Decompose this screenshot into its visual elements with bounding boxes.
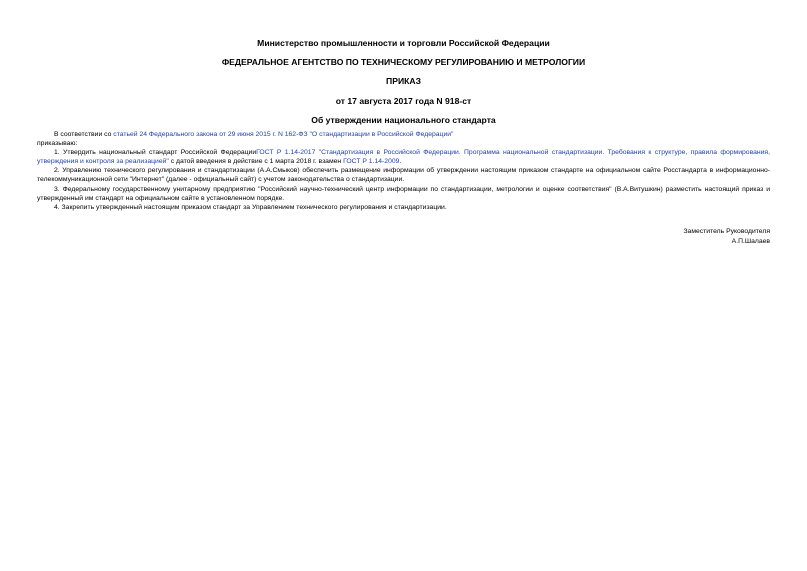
- document-page: [37, 0, 770, 571]
- federal-law-link[interactable]: статьей 24 Федерального закона от 29 июня 2015 г. N 162-ФЗ "О стандартизации в Российской Федерации": [113, 131, 454, 138]
- signature-block: [683, 227, 770, 247]
- ministry-title: Министерство промышленности и торговли Российской Федерации: [257, 38, 550, 48]
- item-1-paragraph: [37, 148, 770, 166]
- item-2-paragraph: 2. Управлению технического регулирования и стандартизации (А.А.Смыков) обеспечить размещение информации об утверждении настоящим приказом стандарте на официальном сайте Росстандарта в информационно-телекоммуникационной сети "Интернет" (далее - официальный сайт) с учетом законодательства о стандартизации.: [37, 167, 770, 184]
- signatory-name: А.П.Шалаев: [731, 238, 770, 245]
- order-word: приказываю:: [37, 140, 78, 148]
- item-1-suffix: .: [399, 158, 402, 166]
- item-1-middle: с датой введения в действие с 1 марта 2018 г. взамен: [168, 158, 344, 166]
- item-3-paragraph: 3. Федеральному государственному унитарному предприятию "Российский научно-технический центр информации по стандартизации, метрологии и оценке соответствия" (В.А.Витушкин) разместить настоящий приказ и утвержденный им стандарт на официальном сайте в установленном порядке.: [37, 185, 770, 202]
- gost-2009-link[interactable]: ГОСТ Р 1.14-2009: [343, 158, 400, 166]
- agency-title: ФЕДЕРАЛЬНОЕ АГЕНТСТВО ПО ТЕХНИЧЕСКОМУ РЕГУЛИРОВАНИЮ И МЕТРОЛОГИИ: [221, 57, 586, 67]
- signatory-position: Заместитель Руководителя: [683, 228, 770, 235]
- document-body: [37, 130, 770, 212]
- document-type: ПРИКАЗ: [386, 76, 421, 86]
- item-4-paragraph: 4. Закрепить утвержденный настоящим приказом стандарт за Управлением технического регулирования и стандартизации.: [54, 203, 447, 211]
- document-subject: Об утверждении национального стандарта: [311, 115, 496, 125]
- item-1-prefix: 1. Утвердить национальный стандарт Российской Федерации: [54, 149, 257, 157]
- document-date-number: от 17 августа 2017 года N 918-ст: [335, 96, 472, 106]
- gost-2017-link[interactable]: ГОСТ Р 1.14-2017 "Стандартизация в Российской Федерации. Программа национальной стандартизации. Требования к структуре, правила формирования, утверждения и контроля за реализацией": [37, 149, 771, 166]
- intro-paragraph: [37, 130, 770, 139]
- intro-prefix: В соответствии со: [54, 131, 114, 138]
